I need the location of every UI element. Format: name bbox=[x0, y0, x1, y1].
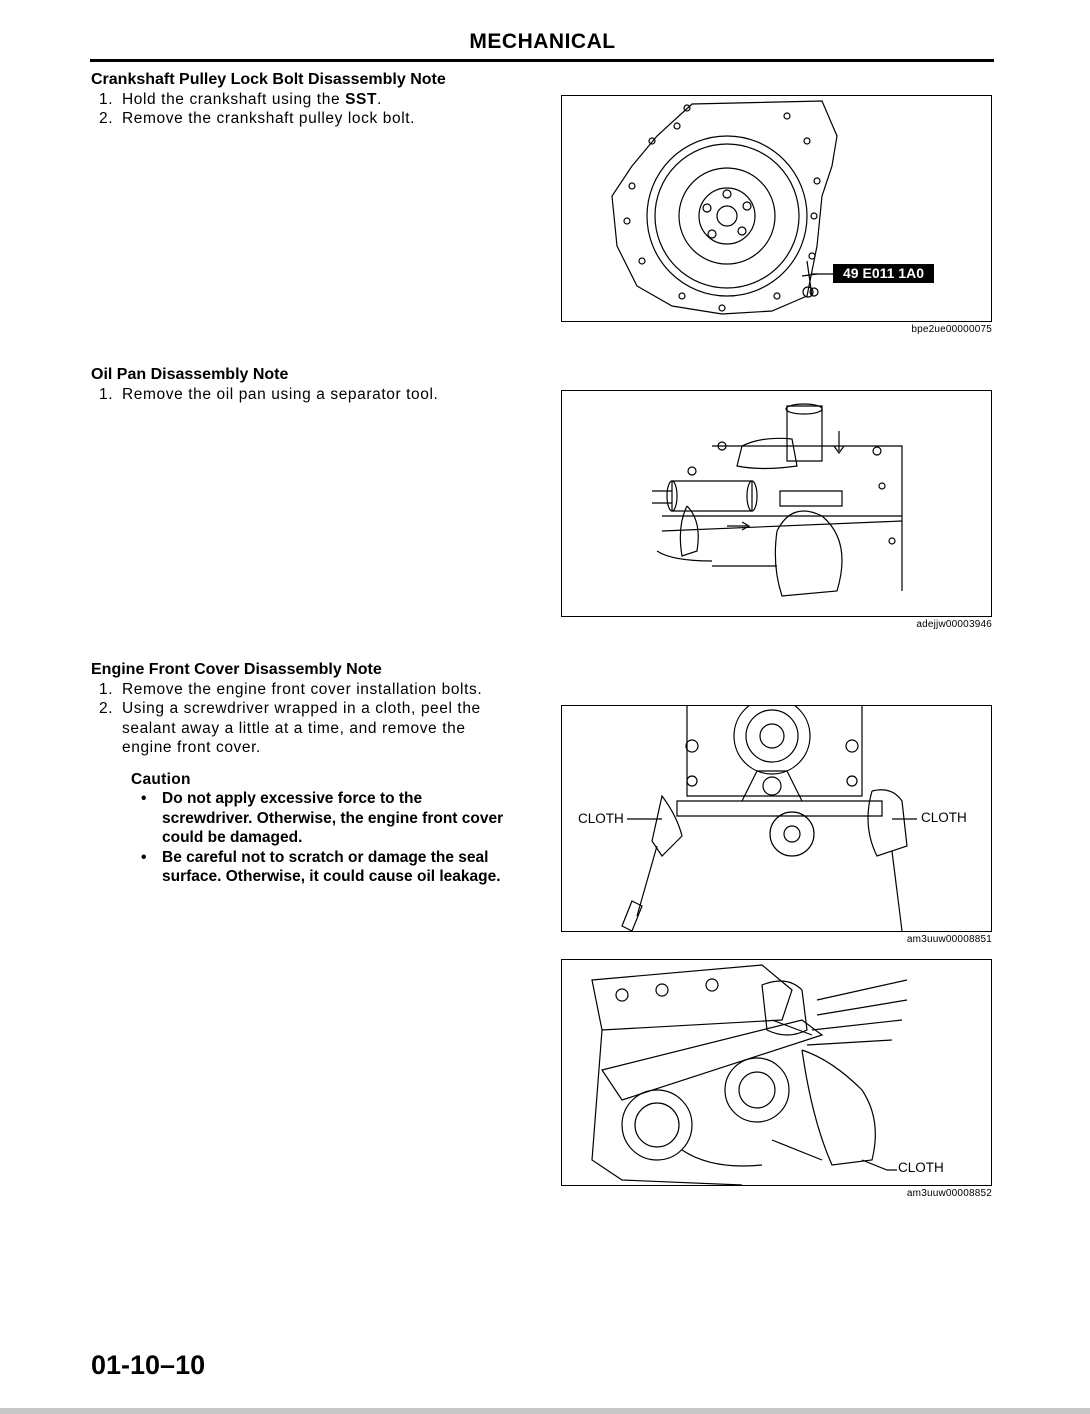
section-crankshaft-pulley bbox=[91, 70, 521, 129]
caution-bullet bbox=[131, 848, 511, 887]
front-cover-illustration-2 bbox=[562, 960, 991, 1185]
step-text: Remove the engine front cover installation bolts. bbox=[122, 680, 483, 698]
step-text: Hold the crankshaft using the bbox=[122, 90, 346, 108]
step-number: 1. bbox=[99, 680, 114, 698]
step-number: 2. bbox=[99, 110, 114, 127]
cloth-label: CLOTH bbox=[898, 1160, 944, 1175]
figure-flywheel-sst bbox=[561, 95, 992, 322]
bullet-dot-icon: • bbox=[141, 790, 147, 807]
figure-front-cover-cloth-2 bbox=[561, 959, 992, 1186]
section-oil-pan bbox=[91, 365, 521, 404]
bottom-bar bbox=[0, 1408, 1090, 1414]
step-text-bold: SST bbox=[345, 90, 378, 108]
section-title: Crankshaft Pulley Lock Bolt Disassembly Note bbox=[91, 71, 446, 88]
caution-box bbox=[91, 770, 511, 887]
figure-oil-pan-separator bbox=[561, 390, 992, 617]
caution-text: Be careful not to scratch or damage the seal surface. Otherwise, it could cause oil leakage. bbox=[162, 848, 501, 885]
figure-id: bpe2ue00000075 bbox=[911, 324, 992, 335]
caution-title: Caution bbox=[131, 770, 191, 788]
page-header-title: MECHANICAL bbox=[469, 30, 616, 53]
figure-id: am3uuw00008852 bbox=[906, 1188, 992, 1199]
page-number: 01-10–10 bbox=[91, 1350, 206, 1380]
step-text: . bbox=[377, 90, 382, 108]
sst-callout-label: 49 E011 1A0 bbox=[843, 265, 924, 281]
step-item bbox=[91, 90, 521, 110]
flywheel-illustration bbox=[562, 96, 991, 321]
figure-id: adejjw00003946 bbox=[916, 619, 992, 630]
caution-text: Do not apply excessive force to the screwdriver. Otherwise, the engine front cover could be damaged. bbox=[162, 790, 504, 846]
oil-pan-illustration bbox=[562, 391, 991, 616]
step-text: Remove the oil pan using a separator tool. bbox=[122, 385, 439, 403]
cloth-label-right: CLOTH bbox=[921, 810, 967, 825]
step-text: Using a screwdriver wrapped in a cloth, peel the sealant away a little at a time, and remove the engine front cover. bbox=[122, 700, 481, 756]
figure-front-cover-cloth bbox=[561, 705, 992, 932]
cloth-label-left: CLOTH bbox=[578, 811, 624, 826]
figure-id: am3uuw00008851 bbox=[906, 934, 992, 945]
step-number: 1. bbox=[99, 385, 114, 403]
section-title: Oil Pan Disassembly Note bbox=[91, 366, 289, 383]
section-engine-front-cover bbox=[91, 660, 511, 887]
section-title: Engine Front Cover Disassembly Note bbox=[91, 661, 382, 678]
step-item bbox=[91, 385, 521, 405]
step-item bbox=[91, 109, 521, 129]
step-item bbox=[91, 680, 511, 700]
header-rule bbox=[90, 59, 994, 62]
step-number: 1. bbox=[99, 90, 114, 108]
caution-bullet bbox=[131, 789, 511, 848]
step-text: Remove the crankshaft pulley lock bolt. bbox=[122, 110, 416, 127]
step-number: 2. bbox=[99, 700, 114, 717]
step-item bbox=[91, 699, 511, 758]
bullet-dot-icon: • bbox=[141, 848, 147, 866]
